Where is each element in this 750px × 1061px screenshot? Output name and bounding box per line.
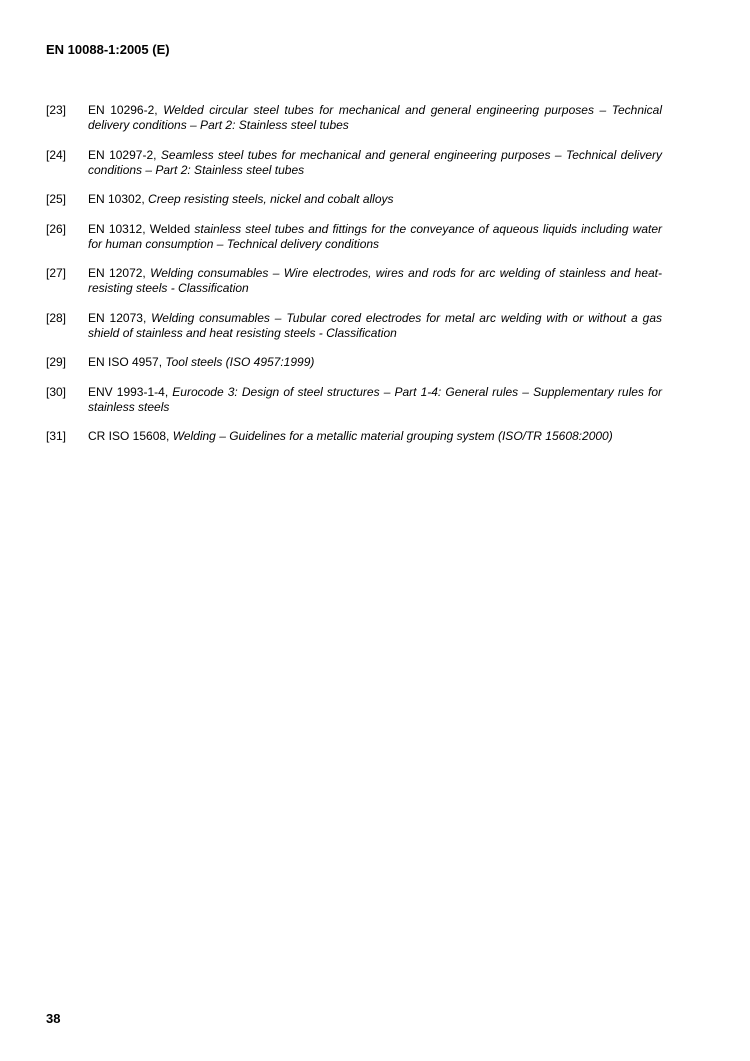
reference-text — [88, 355, 662, 370]
reference-entry-29 — [46, 355, 662, 370]
reference-separator: , — [142, 310, 152, 325]
reference-number: [27] — [46, 266, 67, 280]
reference-number: [29] — [46, 355, 67, 369]
reference-separator: , — [164, 384, 173, 399]
reference-text — [88, 148, 662, 178]
reference-entry-27 — [46, 266, 662, 296]
reference-separator: , — [166, 429, 173, 443]
reference-title: Tool steels (ISO 4957:1999) — [165, 355, 315, 369]
reference-number: [25] — [46, 192, 67, 206]
reference-separator: , — [142, 221, 150, 236]
reference-title: Seamless steel tubes for mechanical and general engineering purposes – Technical delivery conditions – Part 2: Stainless steel tubes — [88, 147, 663, 177]
reference-text — [88, 311, 662, 341]
reference-number: [30] — [46, 384, 67, 399]
reference-number: [24] — [46, 147, 67, 162]
page-number: 38 — [46, 1011, 61, 1026]
reference-title: stainless steel tubes and fittings for the conveyance of aqueous liquids including water for human consumption – Technical delivery conditions — [88, 221, 662, 251]
reference-entry-31 — [46, 429, 662, 444]
reference-entry-26 — [46, 222, 662, 252]
reference-code: CR ISO 15608 — [88, 429, 167, 443]
reference-separator: , — [153, 147, 161, 162]
reference-text — [88, 385, 662, 415]
reference-text — [88, 192, 662, 207]
reference-text — [88, 266, 662, 296]
reference-entry-28 — [46, 311, 662, 341]
reference-title: Welding consumables – Tubular cored electrodes for metal arc welding with or without a gas shield of stainless and heat resisting steels - Classification — [88, 310, 663, 340]
reference-entry-24 — [46, 148, 662, 178]
reference-code: EN 10297-2 — [88, 147, 154, 162]
reference-entry-25 — [46, 192, 662, 207]
reference-text — [88, 103, 662, 133]
reference-title: Eurocode 3: Design of steel structures – Part 1-4: General rules – Supplementary rules for stainless steels — [88, 384, 663, 414]
reference-number: [23] — [46, 103, 67, 117]
reference-number: [28] — [46, 310, 67, 325]
reference-text — [88, 429, 662, 444]
reference-list — [46, 103, 662, 459]
reference-title: Welding consumables – Wire electrodes, wires and rods for arc welding of stainless and heat-resisting steels - Classification — [88, 266, 663, 295]
reference-code: EN 10296-2 — [88, 103, 155, 117]
reference-number: [31] — [46, 429, 67, 443]
reference-code: EN 12072 — [88, 266, 143, 280]
reference-separator: , — [154, 103, 164, 117]
document-header: EN 10088-1:2005 (E) — [46, 42, 170, 57]
reference-title: Welded circular steel tubes for mechanical and general engineering purposes – Technical delivery conditions – Part 2: Stainless steel tubes — [88, 103, 662, 132]
reference-entry-23 — [46, 103, 662, 133]
reference-separator: , — [158, 355, 166, 369]
reference-code: ENV 1993-1-4 — [88, 384, 165, 399]
reference-code: EN 10302 — [88, 192, 142, 206]
reference-code: EN 10312 — [88, 221, 143, 236]
reference-number: [26] — [46, 221, 67, 236]
reference-separator: , — [142, 266, 151, 280]
reference-separator: , — [141, 192, 149, 206]
reference-title: Creep resisting steels, nickel and cobalt alloys — [148, 192, 394, 206]
reference-text — [88, 222, 662, 252]
reference-title: Welding – Guidelines for a metallic material grouping system (ISO/TR 15608:2000) — [172, 429, 613, 443]
reference-entry-30 — [46, 385, 662, 415]
reference-lead: Welded — [149, 221, 195, 236]
reference-code: EN 12073 — [88, 310, 143, 325]
reference-code: EN ISO 4957 — [88, 355, 159, 369]
